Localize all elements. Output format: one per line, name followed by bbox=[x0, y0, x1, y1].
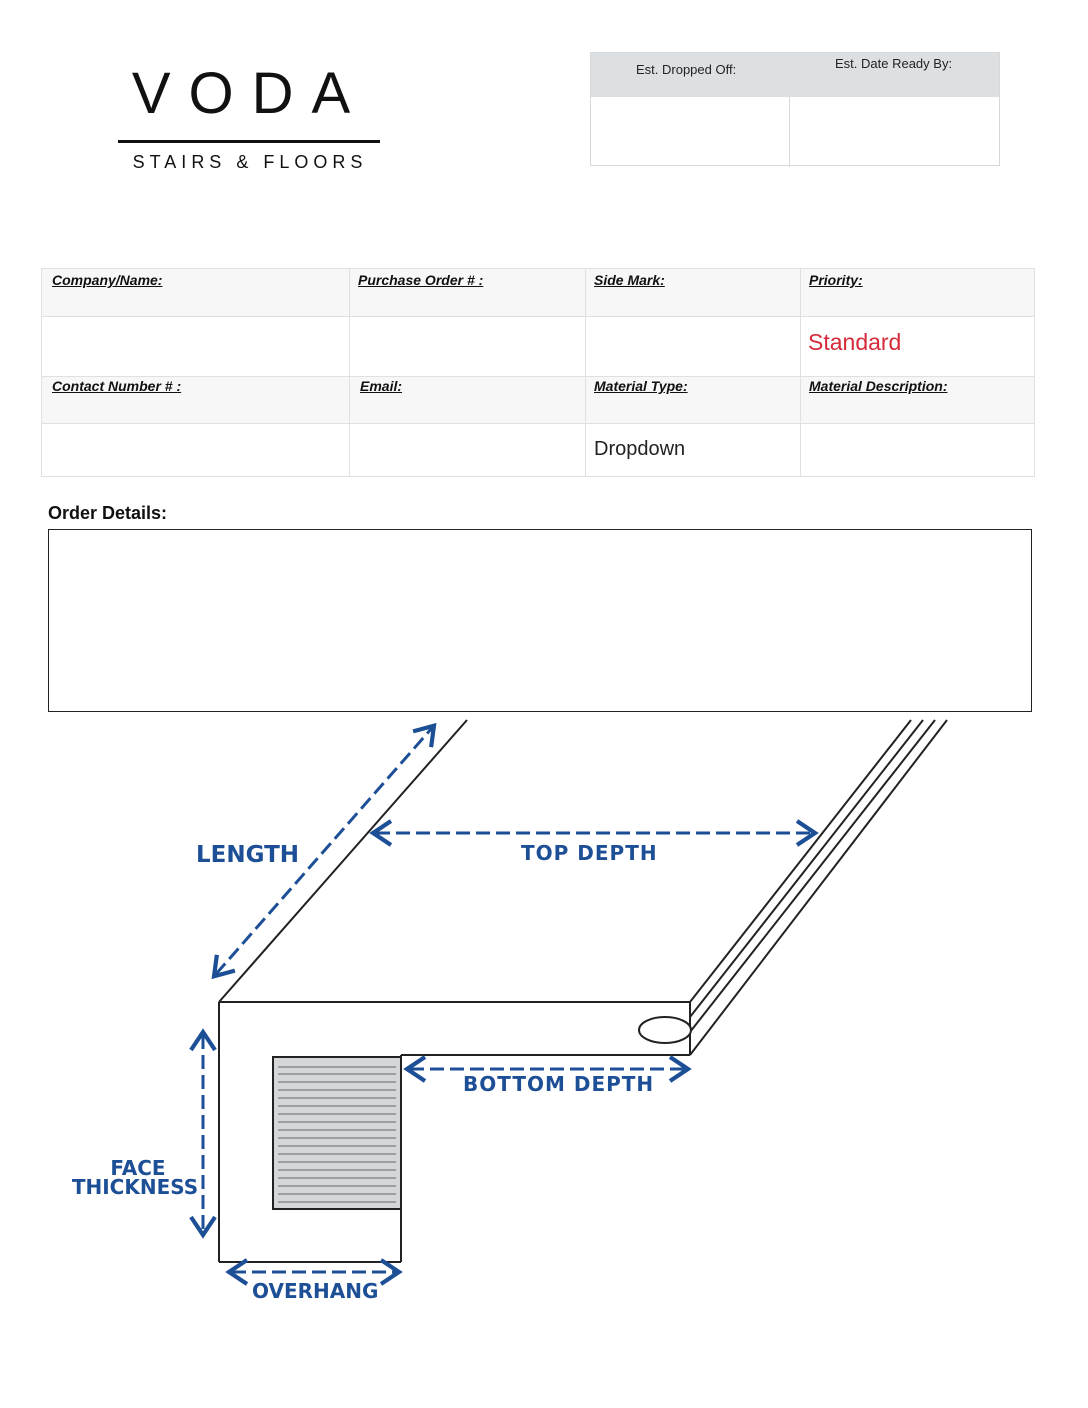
riser-block bbox=[273, 1057, 401, 1209]
header-row-1 bbox=[42, 269, 1034, 316]
est-dates-divider bbox=[789, 97, 790, 167]
est-dates-table bbox=[590, 52, 1000, 166]
po-label: Purchase Order # : bbox=[358, 272, 484, 288]
order-info-table bbox=[41, 268, 1035, 477]
material-type-label: Material Type: bbox=[594, 378, 688, 394]
order-details-textarea[interactable] bbox=[48, 529, 1032, 712]
contact-label: Contact Number # : bbox=[52, 378, 182, 394]
face-label: FACE bbox=[110, 1156, 166, 1180]
side-mark-field[interactable] bbox=[586, 317, 799, 375]
material-desc-field[interactable] bbox=[801, 424, 1034, 476]
length-label: LENGTH bbox=[196, 842, 300, 868]
company-logo bbox=[110, 62, 390, 182]
email-field[interactable] bbox=[350, 424, 584, 476]
overhang-label: OVERHANG bbox=[252, 1279, 379, 1303]
side-mark-label: Side Mark: bbox=[594, 272, 665, 288]
company-field[interactable] bbox=[43, 317, 348, 375]
est-dropped-off-label: Est. Dropped Off: bbox=[636, 62, 737, 77]
logo-wordmark: VODA bbox=[131, 61, 369, 126]
email-label: Email: bbox=[360, 378, 403, 394]
logo-tagline: STAIRS & FLOORS bbox=[132, 152, 368, 172]
thickness-label: THICKNESS bbox=[71, 1175, 199, 1199]
po-field[interactable] bbox=[350, 317, 584, 375]
company-label: Company/Name: bbox=[52, 272, 163, 288]
material-desc-label: Material Description: bbox=[809, 378, 948, 394]
est-ready-by-field[interactable] bbox=[791, 98, 999, 166]
top-depth-label: TOP DEPTH bbox=[521, 841, 658, 865]
contact-field[interactable] bbox=[43, 424, 348, 476]
stair-tread-diagram bbox=[0, 712, 1088, 1332]
priority-value[interactable]: Standard bbox=[808, 329, 902, 355]
row-divider bbox=[42, 376, 1034, 377]
logo-rule bbox=[118, 140, 380, 143]
bottom-depth-label: BOTTOM DEPTH bbox=[463, 1072, 655, 1096]
priority-label: Priority: bbox=[809, 272, 863, 288]
est-ready-by-label: Est. Date Ready By: bbox=[835, 56, 953, 71]
est-dropped-off-field[interactable] bbox=[592, 98, 788, 166]
order-details-label: Order Details: bbox=[48, 503, 168, 523]
material-type-dropdown[interactable]: Dropdown bbox=[594, 438, 686, 460]
